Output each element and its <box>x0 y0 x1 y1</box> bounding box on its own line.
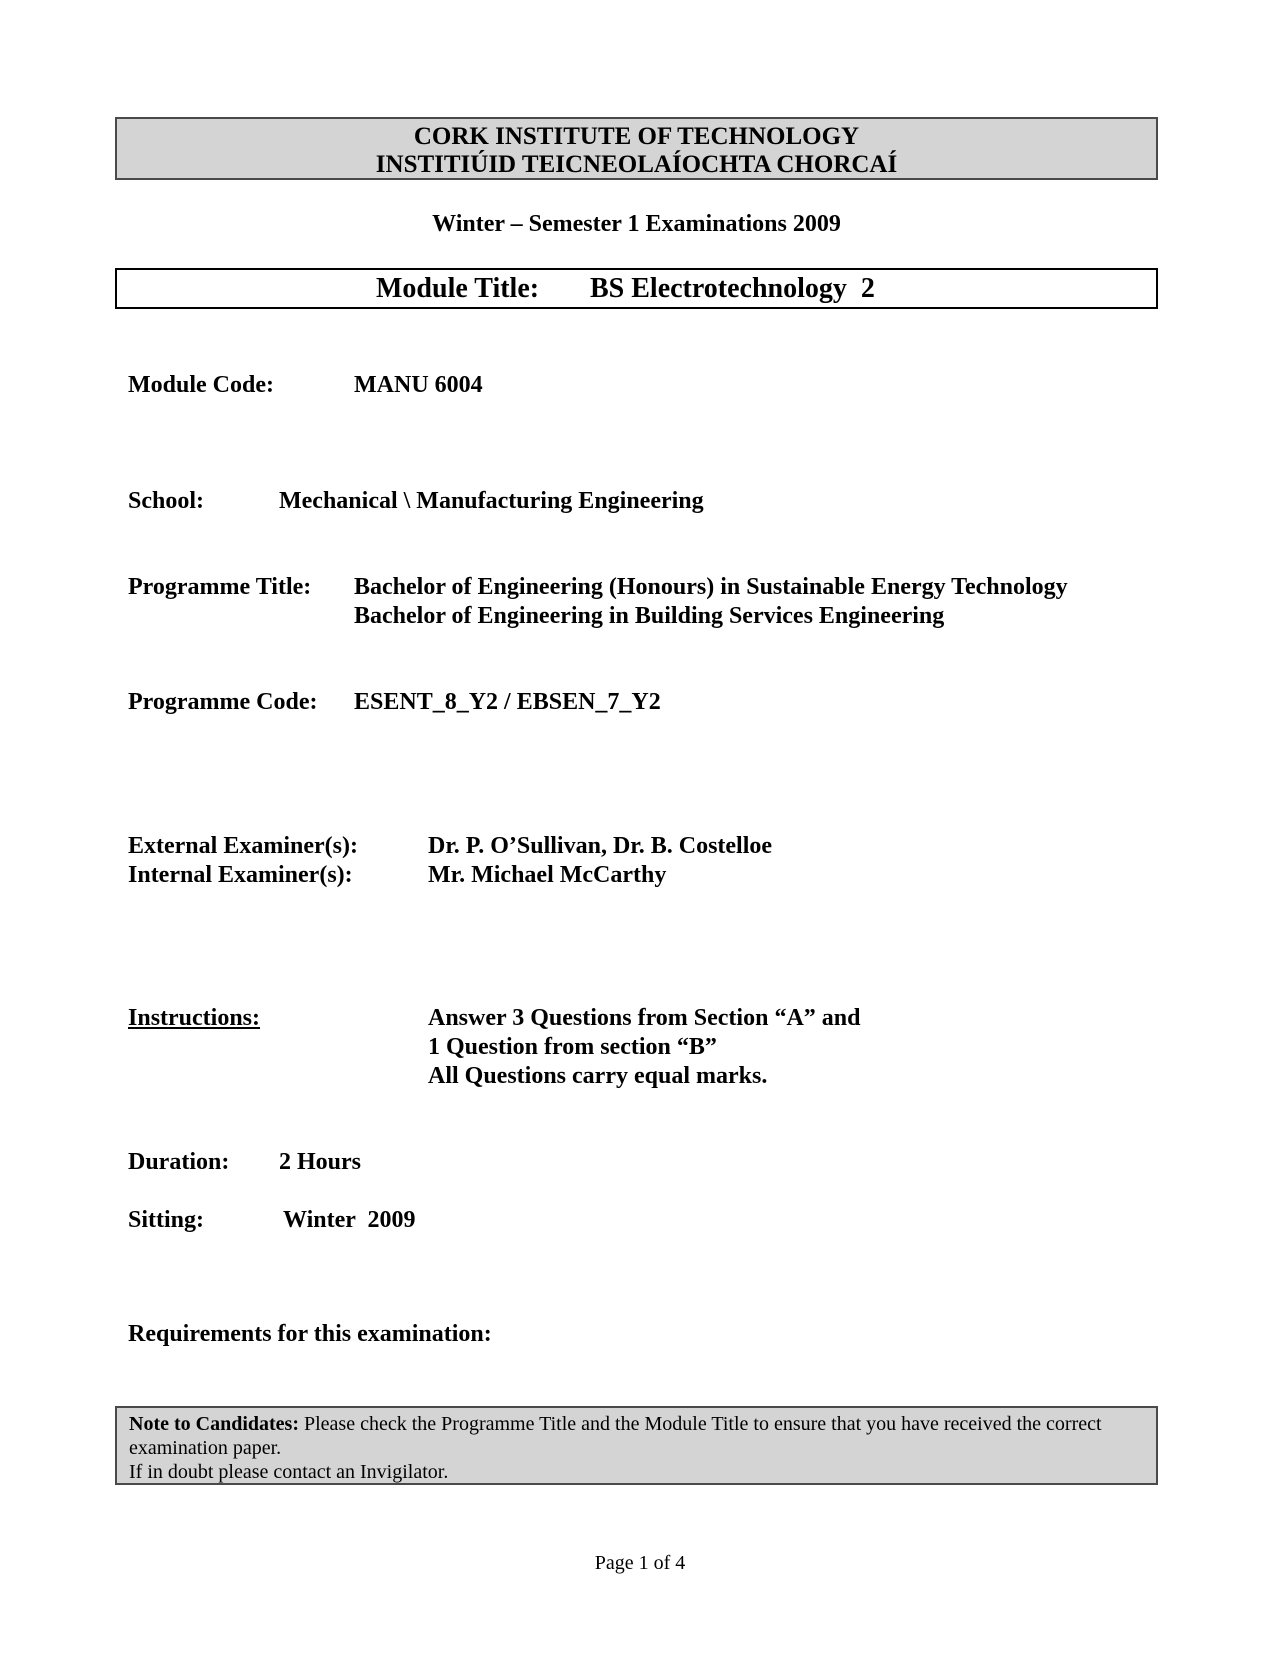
programme-title-line2: Bachelor of Engineering in Building Services Engineering <box>354 603 945 629</box>
module-title-label: Module Title: <box>376 273 540 304</box>
module-code-value: MANU 6004 <box>354 372 483 398</box>
programme-code-label: Programme Code: <box>128 689 318 715</box>
note-label: Note to Candidates: <box>129 1413 299 1435</box>
programme-title-label: Programme Title: <box>128 574 312 600</box>
note-to-candidates-box <box>115 1406 1158 1485</box>
instructions-line3: All Questions carry equal marks. <box>428 1063 768 1089</box>
module-code-label: Module Code: <box>128 372 274 398</box>
school-value: Mechanical \ Manufacturing Engineering <box>279 488 704 514</box>
module-title-value: BS Electrotechnology 2 <box>590 273 875 304</box>
institution-name-english: CORK INSTITUTE OF TECHNOLOGY <box>413 123 860 150</box>
duration-label: Duration: <box>128 1149 230 1175</box>
exam-session: Winter – Semester 1 Examinations 2009 <box>432 211 841 237</box>
sitting-label: Sitting: <box>128 1207 205 1233</box>
school-label: School: <box>128 488 205 514</box>
note-text: Please check the Programme Title and the Module Title to ensure that you have received the correct examination paper. <box>129 1413 1102 1459</box>
module-title-box <box>115 268 1158 309</box>
external-examiner-label: External Examiner(s): <box>128 833 358 859</box>
internal-examiner-value: Mr. Michael McCarthy <box>428 862 667 888</box>
page-number: Page 1 of 4 <box>594 1552 686 1574</box>
internal-examiner-label: Internal Examiner(s): <box>128 862 353 888</box>
instructions-line1: Answer 3 Questions from Section “A” and <box>428 1005 861 1031</box>
note-line2: If in doubt please contact an Invigilator. <box>129 1461 449 1483</box>
instructions-line2: 1 Question from section “B” <box>428 1034 717 1060</box>
sitting-value: Winter 2009 <box>283 1207 416 1233</box>
external-examiner-value: Dr. P. O’Sullivan, Dr. B. Costelloe <box>428 833 773 859</box>
institution-name-irish: INSTITIÚID TEICNEOLAÍOCHTA CHORCAÍ <box>375 151 898 178</box>
note-text-block <box>129 1412 1144 1460</box>
instructions-label: Instructions: <box>128 1005 261 1031</box>
duration-value: 2 Hours <box>279 1149 362 1175</box>
programme-code-value: ESENT_8_Y2 / EBSEN_7_Y2 <box>354 689 661 715</box>
programme-title-line1: Bachelor of Engineering (Honours) in Sustainable Energy Technology <box>354 574 1068 600</box>
requirements-label: Requirements for this examination: <box>128 1321 492 1347</box>
institution-header <box>115 117 1158 180</box>
